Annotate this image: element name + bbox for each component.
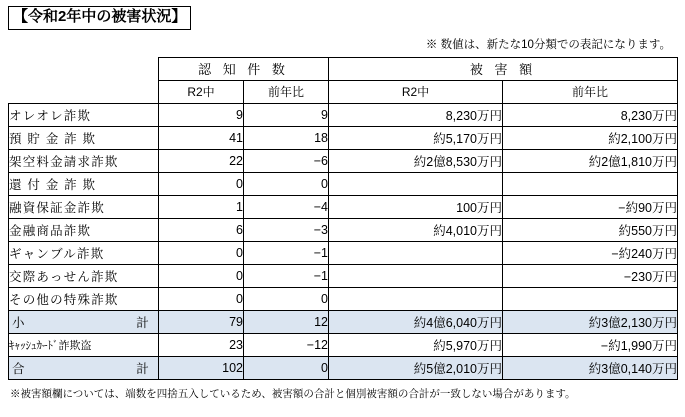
- row-amount-r2: [329, 241, 503, 264]
- row-cases-yoy: −1: [244, 241, 329, 264]
- subtotal-row: [9, 310, 678, 333]
- row-cases-yoy: 18: [244, 126, 329, 149]
- row-cases-yoy: −1: [244, 264, 329, 287]
- row-cases-yoy: −3: [244, 218, 329, 241]
- row-amount-yoy: [503, 287, 678, 310]
- row-amount-yoy: −約240万円: [503, 241, 678, 264]
- row-amount-r2: 約2億8,530万円: [329, 149, 503, 172]
- row-amount-r2: [329, 172, 503, 195]
- row-cases-yoy: 0: [244, 172, 329, 195]
- row-amount-r2: [329, 264, 503, 287]
- row-amount-r2: 約5,170万円: [329, 126, 503, 149]
- row-cases-r2: 0: [159, 172, 244, 195]
- row-cases-yoy: 9: [244, 103, 329, 126]
- subtotal-cases-yoy: 12: [244, 310, 329, 333]
- row-label: 架空料金請求詐欺: [9, 149, 159, 172]
- row-amount-r2: 8,230万円: [329, 103, 503, 126]
- bottom-note: ※被害額欄については、端数を四捨五入しているため、被害額の合計と個別被害額の合計が一致しない場合があります。: [10, 387, 576, 400]
- total-label-left: 合: [12, 361, 26, 376]
- row-amount-yoy: −約90万円: [503, 195, 678, 218]
- row-amount-yoy: 約2,100万円: [503, 126, 678, 149]
- table-header-group-row: [9, 57, 678, 80]
- row-amount-yoy: 約2億1,810万円: [503, 149, 678, 172]
- subtotal-label: [9, 310, 159, 333]
- subtotal-cases-r2: 79: [159, 310, 244, 333]
- cash-card-label: ｷｬｯｼｭｶｰﾄﾞ詐欺盗: [9, 333, 159, 356]
- top-note: ※ 数値は、新たな10分類での表記になります。: [425, 38, 671, 51]
- row-cases-r2: 9: [159, 103, 244, 126]
- total-cases-yoy: 0: [244, 356, 329, 379]
- row-amount-r2: 100万円: [329, 195, 503, 218]
- cash-card-row: [9, 333, 678, 356]
- cash-card-cases-r2: 23: [159, 333, 244, 356]
- total-label: [9, 356, 159, 379]
- row-label: オレオレ詐欺: [9, 103, 159, 126]
- total-cases-r2: 102: [159, 356, 244, 379]
- corner-blank-cell: [9, 57, 159, 80]
- table-row: [9, 287, 678, 310]
- row-cases-yoy: −6: [244, 149, 329, 172]
- corner-blank-cell-2: [9, 80, 159, 103]
- row-cases-r2: 0: [159, 241, 244, 264]
- page-title: 【令和2年中の被害状況】: [8, 6, 191, 30]
- row-amount-yoy: 8,230万円: [503, 103, 678, 126]
- table-row: [9, 195, 678, 218]
- row-label: その他の特殊詐欺: [9, 287, 159, 310]
- row-cases-r2: 41: [159, 126, 244, 149]
- table-header-sub-row: [9, 80, 678, 103]
- row-cases-r2: 1: [159, 195, 244, 218]
- table-row: [9, 218, 678, 241]
- row-amount-yoy: [503, 172, 678, 195]
- subtotal-amount-yoy: 約3億2,130万円: [503, 310, 678, 333]
- row-label: 融資保証金詐欺: [9, 195, 159, 218]
- table-row: [9, 264, 678, 287]
- table-row: [9, 126, 678, 149]
- cash-card-amount-yoy: −約1,990万円: [503, 333, 678, 356]
- total-amount-yoy: 約3億0,140万円: [503, 356, 678, 379]
- header-cases-group: 認 知 件 数: [159, 57, 329, 80]
- row-label: 金融商品詐欺: [9, 218, 159, 241]
- row-amount-yoy: 約550万円: [503, 218, 678, 241]
- row-amount-yoy: −230万円: [503, 264, 678, 287]
- row-cases-yoy: 0: [244, 287, 329, 310]
- row-amount-r2: [329, 287, 503, 310]
- row-cases-r2: 22: [159, 149, 244, 172]
- row-label: 交際あっせん詐欺: [9, 264, 159, 287]
- total-amount-r2: 約5億2,010万円: [329, 356, 503, 379]
- row-label: 預 貯 金 詐 欺: [9, 126, 159, 149]
- row-cases-yoy: −4: [244, 195, 329, 218]
- title-bar: [8, 6, 677, 30]
- row-cases-r2: 6: [159, 218, 244, 241]
- cash-card-cases-yoy: −12: [244, 333, 329, 356]
- row-amount-r2: 約4,010万円: [329, 218, 503, 241]
- subtotal-label-right: 計: [136, 315, 150, 330]
- damage-statistics-table: [8, 57, 678, 380]
- total-label-right: 計: [136, 361, 150, 376]
- header-amount-group: 被 害 額: [329, 57, 678, 80]
- cash-card-amount-r2: 約5,970万円: [329, 333, 503, 356]
- header-cases-yoy: 前年比: [244, 80, 329, 103]
- row-label: ギャンブル詐欺: [9, 241, 159, 264]
- table-row: [9, 241, 678, 264]
- table-row: [9, 103, 678, 126]
- table-row: [9, 149, 678, 172]
- subtotal-amount-r2: 約4億6,040万円: [329, 310, 503, 333]
- header-amount-r2: R2中: [329, 80, 503, 103]
- table-row: [9, 172, 678, 195]
- row-cases-r2: 0: [159, 264, 244, 287]
- header-cases-r2: R2中: [159, 80, 244, 103]
- row-cases-r2: 0: [159, 287, 244, 310]
- row-label: 還 付 金 詐 欺: [9, 172, 159, 195]
- subtotal-label-left: 小: [12, 315, 26, 330]
- header-amount-yoy: 前年比: [503, 80, 678, 103]
- total-row: [9, 356, 678, 379]
